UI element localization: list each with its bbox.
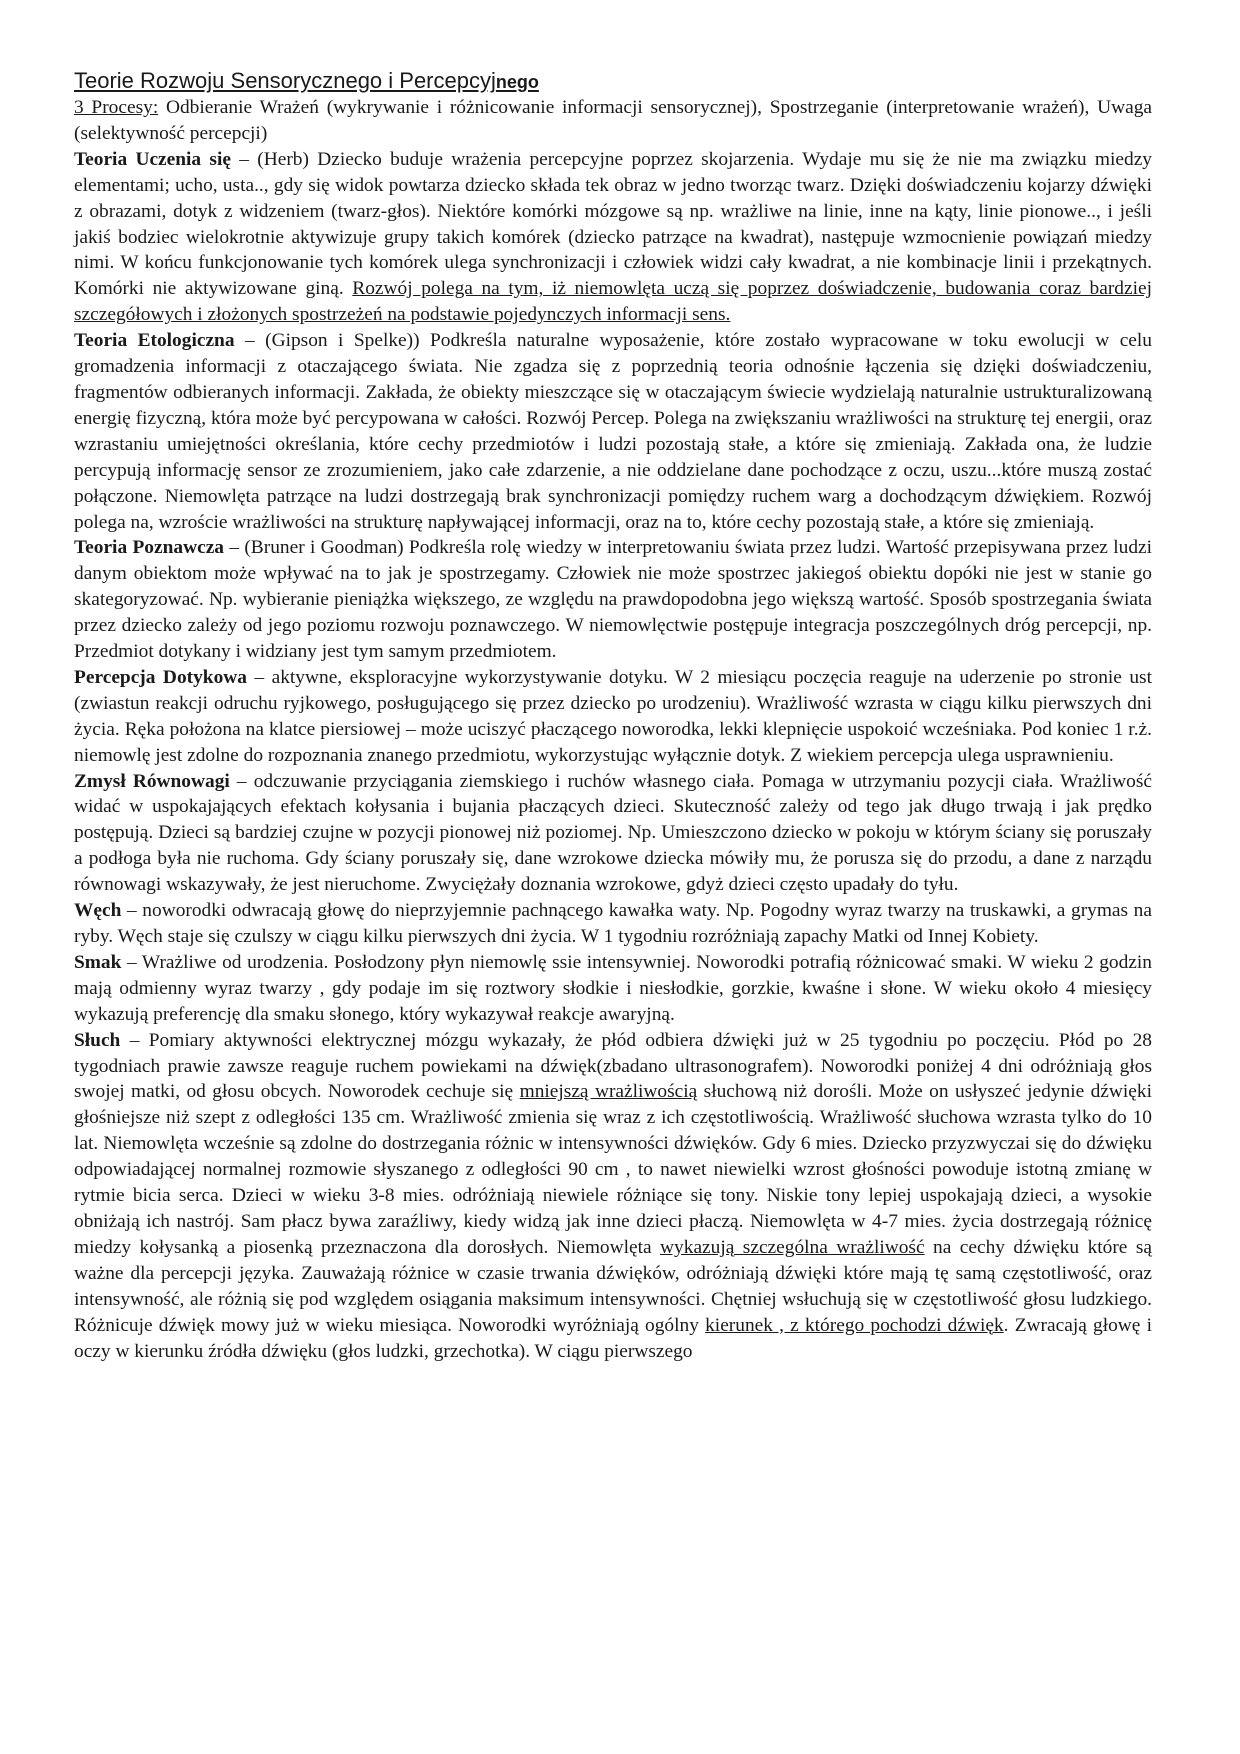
section-underlined-text: Rozwój polega na tym, iż niemowlęta uczą się poprzez doświadczenie, budowania coraz bardziej szczegółowych i złożonych spostrzeżeń na podstawie pojedynczych informacji sens. (74, 278, 1152, 326)
section-zmysl-rownowagi (74, 769, 1152, 899)
section-text: słuchową niż dorośli. Może on usłyszeć jedynie dźwięki głośniejsze niż szept z odległości 135 cm. Wrażliwość zmienia się wraz z ich częstotliwością. Wrażliwość słuchowa wzrasta tylko do 10 lat. Niemowlęta wcześnie są zdolne do dostrzegania różnic w intensywności dźwięków. Gdy 6 mies. Dziecko przyzwyczai się do dźwięku odpowiadającej normalnej rozmowie słyszanego z odległości 90 cm , to nawet niewielki wzrost głośności powoduje istotną zmianę w rytmie bicia serca. Dzieci w wieku 3-8 mies. odróżniają niewiele różniące się tony. Niskie tony lepiej uspokajają dzieci, a wysokie obniżają ich nastrój. Sam płacz bywa zaraźliwy, kiedy widzą jak inne dzieci płaczą. Niemowlęta w 4-7 mies. życia dostrzegają różnicę miedzy kołysanką a piosenką przeznaczona dla dorosłych. Niemowlęta (74, 1081, 1152, 1258)
section-text: – aktywne, eksploracyjne wykorzystywanie dotyku. W 2 miesiącu poczęcia reaguje na uderzenie po stronie ust (zwiastun reakcji odruchu ryjkowego, posługującego się przez dziecko po urodzeniu). Wrażliwość wzrasta w ciągu kilku pierwszych dni życia. Ręka położona na klatce piersiowej – może uciszyć płaczącego noworodka, lekki klepnięcie uspokoić wcześniaka. Pod koniec 1 r.ż. niemowlę jest zdolne do rozpoznania znanego przedmiotu, wykorzystując wyłącznie dotyk. Z wiekiem percepcja ulega usprawnieniu. (74, 666, 1152, 766)
intro-label: 3 Procesy: (74, 97, 159, 118)
section-text: – (Gipson i Spelke)) Podkreśla naturalne wyposażenie, które zostało wypracowane w toku ewolucji w celu gromadzenia informacji z otaczającego świata. Nie zgadza się z poprzednią teoria odnośnie łączenia się dzięki doświadczeniu, fragmentów odbieranych informacji. Zakłada, że obiekty mieszczące się w otaczającym świecie wydzielają naturalnie ustrukturalizowaną energię fizyczną, która może być percypowana w całości. Rozwój Percep. Polega na zwiększaniu wrażliwości na strukturę tej energii, oraz wzrastaniu umiejętności określania, które cechy przedmiotów i ludzi pozostają stałe, a które się zmieniają. Zakłada ona, że ludzie percypują informację sensor ze zrozumieniem, jako całe zdarzenie, a nie oddzielane dane pochodzące z oczu, uszu...które muszą zostać połączone. Niemowlęta patrzące na ludzi dostrzegają brak synchronizacji pomiędzy ruchem warg a dochodzącym dźwiękiem. Rozwój polega na, wzroście wrażliwości na strukturę napływającej informacji, oraz na to, które cechy pozostają stałe, a które się zmieniają. (74, 330, 1152, 533)
section-text: . Zwracają głowę i oczy w kierunku źródła dźwięku (głos ludzki, grzechotka). W ciągu pierwszego (74, 1314, 1152, 1362)
section-underlined-text: wykazują szczególna wrażliwość (660, 1236, 925, 1258)
section-underlined-text: mniejszą wrażliwością (519, 1081, 698, 1103)
section-underlined-text: kierunek , z którego pochodzi dźwięk (705, 1314, 1004, 1336)
section-heading: Zmysł Równowagi (74, 770, 230, 792)
section-teoria-poznawcza (74, 535, 1152, 665)
intro-text: Odbieranie Wrażeń (wykrywanie i różnicowanie informacji sensorycznej), Spostrzeganie (interpretowanie wrażeń), Uwaga (selektywność percepcji) (74, 97, 1152, 144)
title-main: Teorie Rozwoju Sensorycznego i Percepcyj (74, 68, 496, 93)
section-teoria-etologiczna (74, 328, 1152, 535)
section-heading: Węch (74, 900, 122, 922)
section-teoria-uczenia (74, 147, 1152, 328)
section-heading: Słuch (74, 1029, 121, 1051)
section-text: – Pomiary aktywności elektrycznej mózgu wykazały, że płód odbiera dźwięki już w 25 tygodniu po poczęciu. Płód po 28 tygodniach prawie zawsze reaguje ruchem powiekami na dźwięk(zbadano ultrasonografem). Noworodki poniżej 4 dni odróżniają głos swojej matki, od głosu obcych. Noworodek cechuje się (74, 1029, 1152, 1103)
section-text: – (Herb) Dziecko buduje wrażenia percepcyjne poprzez skojarzenia. Wydaje mu się że nie ma związku miedzy elementami; ucho, usta.., gdy się widok powtarza dziecko składa tek obraz w jedno tworząc twarz. Dzięki doświadczeniu kojarzy dźwięki z obrazami, dotyk z widzeniem (twarz-głos). Niektóre komórki mózgowe są np. wrażliwe na linie, inne na kąty, linie pionowe.., i jeśli jakiś bodziec wielokrotnie aktywizuje grupy takich komórek (dziecko patrzące na kwadrat), następuje wzmocnienie powiązań miedzy nimi. W końcu funkcjonowanie tych komórek ulega synchronizacji i człowiek widzi cały kwadrat, a nie kombinacje linii i przekątnych. Komórki nie aktywizowane giną. (74, 148, 1152, 300)
section-text: na cechy dźwięku które są ważne dla percepcji języka. Zauważają różnice w czasie trwania dźwięków, odróżniają dźwięki które mają tę samą częstotliwość, oraz intensywność, ale różnią się pod względem osiągania maksimum intensywności. Chętniej wsłuchują się w częstotliwość głosu ludzkiego. Różnicuje dźwięk mowy już w wieku miesiąca. Noworodki wyróżniają ogólny (74, 1236, 1153, 1336)
section-heading: Teoria Etologiczna (74, 330, 235, 352)
section-heading: Teoria Uczenia się (74, 148, 231, 170)
section-heading: Teoria Poznawcza (74, 537, 225, 559)
section-smak (74, 950, 1152, 1028)
intro-paragraph (74, 95, 1152, 147)
section-wech (74, 898, 1152, 950)
title-tail: nego (495, 72, 539, 92)
document-title (74, 68, 1152, 95)
section-sluch (74, 1028, 1152, 1365)
section-text: – (Bruner i Goodman) Podkreśla rolę wiedzy w interpretowaniu świata przez ludzi. Wartość przepisywana przez ludzi danym obiektom może wpływać na to jak je spostrzegamy. Człowiek nie może spostrzec jakiegoś obiektu dopóki nie jest w stanie go skategoryzować. Np. wybieranie pieniążka większego, ze względu na prawdopodobna jego większą wartość. Sposób spostrzegania świata przez dziecko zależy od jego poziomu rozwoju poznawczego. W niemowlęctwie postępuje integracja poszczególnych dróg percepcji, np. Przedmiot dotykany i widziany jest tym samym przedmiotem. (74, 537, 1153, 663)
section-text: – Wrażliwe od urodzenia. Posłodzony płyn niemowlę ssie intensywniej. Noworodki potrafią różnicować smaki. W wieku 2 godzin mają odmienny wyraz twarzy , gdy podaje im się roztwory słodkie i niesłodkie, gorzkie, kwaśne i słone. W wieku około 4 miesięcy wykazują preferencję dla smaku słonego, który wykazywał reakcje awaryjną. (74, 951, 1152, 1025)
section-text: – noworodki odwracają głowę do nieprzyjemnie pachnącego kawałka waty. Np. Pogodny wyraz twarzy na truskawki, a grymas na ryby. Węch staje się czulszy w ciągu kilku pierwszych dni życia. W 1 tygodniu rozróżniają zapachy Matki od Innej Kobiety. (74, 900, 1152, 947)
section-percepcja-dotykowa (74, 665, 1152, 769)
section-heading: Percepcja Dotykowa (74, 666, 247, 688)
section-text: – odczuwanie przyciągania ziemskiego i ruchów własnego ciała. Pomaga w utrzymaniu pozycji ciała. Wrażliwość widać w uspokajających efektach kołysania i bujania płaczących dzieci. Skuteczność zależy od tego jak długo trwają i jak prędko postępują. Dzieci są bardziej czujne w pozycji pionowej niż poziomej. Np. Umieszczono dziecko w pokoju w którym ściany się poruszały a podłoga była nie ruchoma. Gdy ściany poruszały się, dane wzrokowe dziecka mówiły mu, że porusza się do przodu, a dane z narządu równowagi wskazywały, że jest nieruchome. Zwyciężały doznania wzrokowe, gdyż dzieci często upadały do tyłu. (74, 770, 1152, 896)
section-heading: Smak (74, 951, 122, 973)
